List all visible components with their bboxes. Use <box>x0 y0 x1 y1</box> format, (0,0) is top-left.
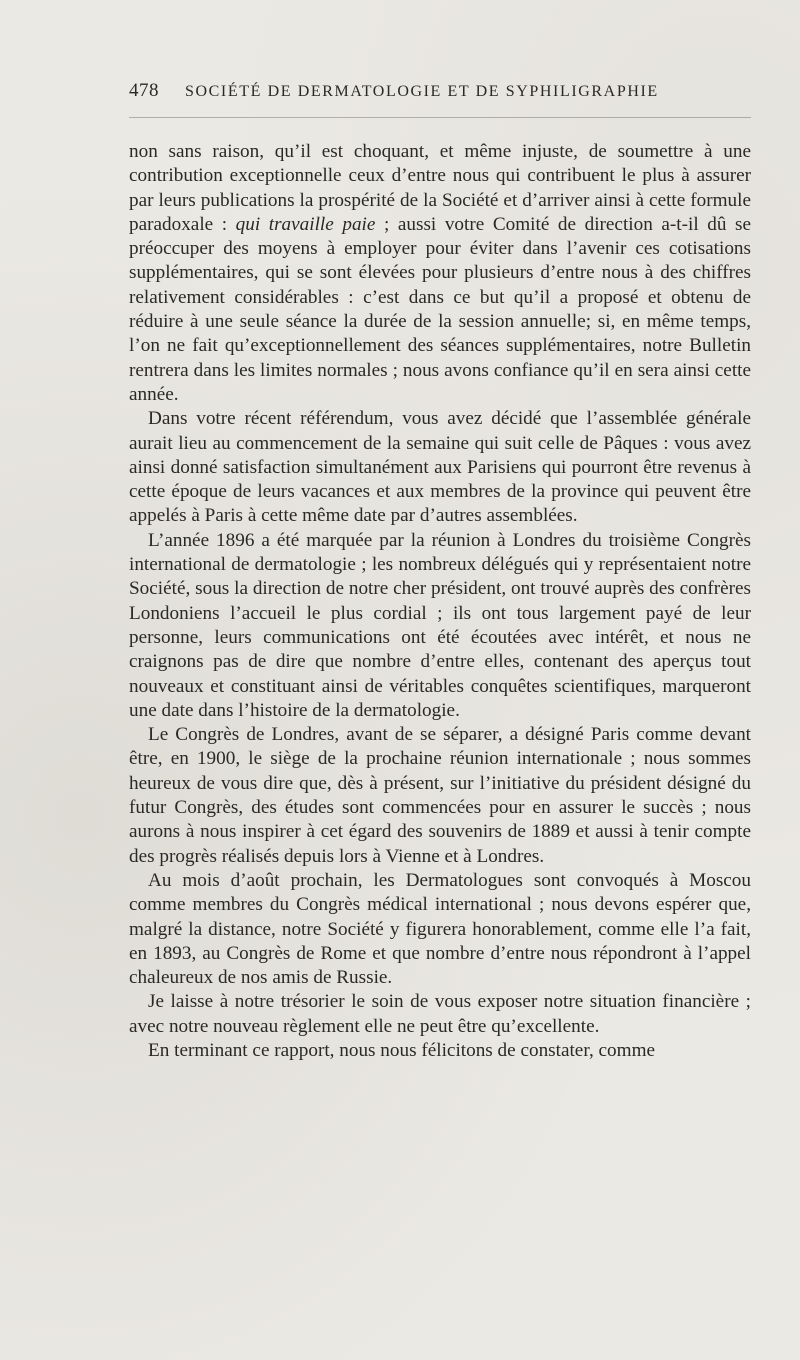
paragraph-1-start: non sans raison, qu’il est choquant, et même injuste, de soumettre à une contribution exceptionnelle ceux d’entre nous qui contribuent le plus à assurer par leurs publications la prospérité de la Société et d’arriver ainsi à cette formule paradoxale : <box>129 141 751 235</box>
page-number: 478 <box>129 80 159 101</box>
header-rule <box>129 117 751 118</box>
paragraph-7: En terminant ce rapport, nous nous félicitons de constater, comme <box>148 1039 656 1061</box>
running-header <box>129 80 751 110</box>
running-title: SOCIÉTÉ DE DERMATOLOGIE ET DE SYPHILIGRAPHIE <box>185 83 659 100</box>
paragraph-5: Au mois d’août prochain, les Dermatologues sont convoqués à Moscou comme membres du Congrès médical international ; nous devons espérer que, malgré la distance, notre Société y figurera honorablement, comme elle l’a fait, en 1893, au Congrès de Rome et que nombre d’entre nous répondront à l’appel chaleureux de nos amis de Russie. <box>129 869 751 989</box>
paragraph-4: Le Congrès de Londres, avant de se séparer, a désigné Paris comme devant être, en 1900, le siège de la prochaine réunion internationale ; nous sommes heureux de vous dire que, dès à présent, sur l’initiative du président désigné du futur Congrès, des études sont commencées pour en assurer le succès ; nous aurons à nous inspirer à cet égard des souvenirs de 1889 et aussi à tenir compte des progrès réalisés depuis lors à Vienne et à Londres. <box>129 724 751 867</box>
paragraph-3: L’année 1896 a été marquée par la réunion à Londres du troisième Congrès international de dermatologie ; les nombreux délégués qui y représentaient notre Société, sous la direction de notre cher président, ont trouvé auprès des confrères Londoniens l’accueil le plus cordial ; ils ont tous largement payé de leur personne, leurs communications ont été écoutées avec intérêt, et nous ne craignons pas de dire que nombre d’entre elles, contenant des aperçus tout nouveaux et constituant ainsi de véritables conquêtes scientifiques, marqueront une date dans l’histoire de la dermatologie. <box>129 529 751 721</box>
paragraph-2: Dans votre récent référendum, vous avez décidé que l’assemblée générale aurait lieu au commencement de la semaine qui suit celle de Pâques : vous avez ainsi donné satisfaction simultanément aux Parisiens qui pourront être revenus à cette époque de leurs vacances et aux membres de la province qui peuvent être appelés à Paris à cette même date par d’autres assemblées. <box>129 408 751 527</box>
paragraph-1-end: ; aussi votre Comité de direction a-t-il dû se préoccuper des moyens à employer pour éviter dans l’avenir ces cotisations supplémentaires, qui se sont élevées pour plusieurs d’entre nous à des chiffres relativement considérables : c’est dans ce but qu’il a proposé et obtenu de réduire à une seule séance la durée de la session annuelle; si, en même temps, l’on ne fait qu’exceptionnellement des séances supplémentaires, notre Bulletin rentrera dans les limites normales ; nous avons confiance qu’il en sera ainsi cette année. <box>129 213 751 405</box>
body-text <box>129 140 751 1063</box>
italic-phrase: qui travaille paie <box>235 213 376 235</box>
paragraph-1 <box>129 140 751 407</box>
paragraph-6: Je laisse à notre trésorier le soin de vous exposer notre situation financière ; avec notre nouveau règlement elle ne peut être qu’excellente. <box>129 991 751 1037</box>
